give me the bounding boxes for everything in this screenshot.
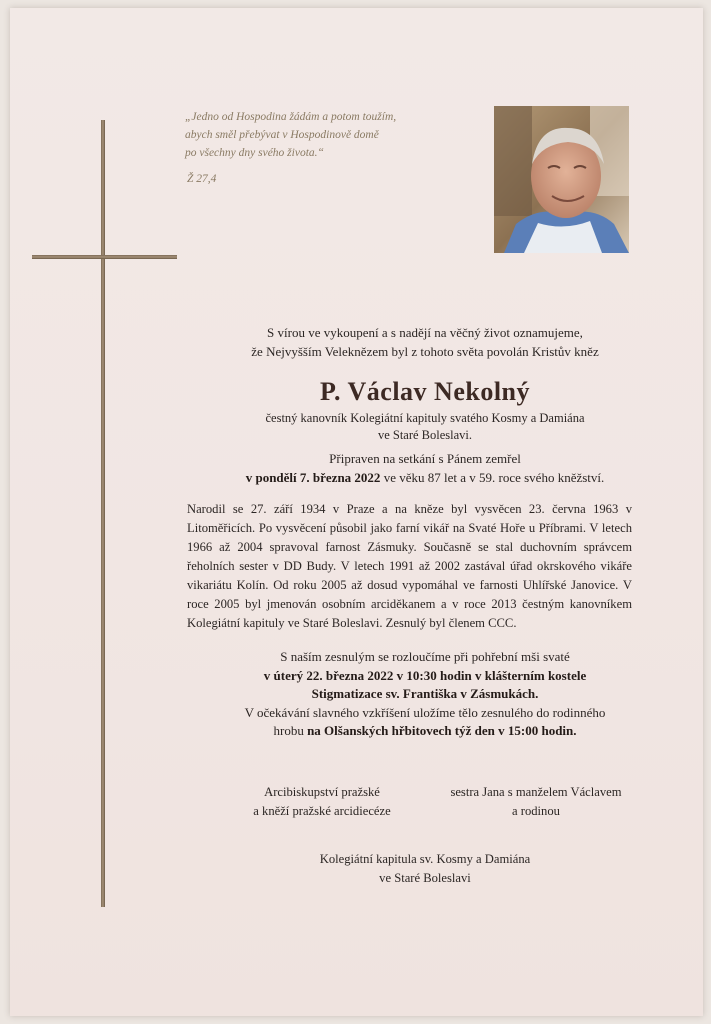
death-line: Připraven na setkání s Pánem zemřel <box>329 451 521 466</box>
signatory-chapter <box>245 850 605 888</box>
quote-line: abych směl přebývat v Hospodinově domě <box>185 129 379 141</box>
funeral-line: S naším zesnulým se rozloučíme při pohřební mši svaté <box>280 649 570 664</box>
cross-vertical-bar <box>101 120 105 907</box>
deceased-name: P. Václav Nekolný <box>319 377 531 406</box>
title-line: ve Staré Boleslavi. <box>377 428 473 442</box>
burial-line <box>180 722 670 741</box>
signatory-line: a rodinou <box>512 804 560 818</box>
signatory-line: Arcibiskupství pražské <box>264 785 380 799</box>
portrait-image <box>494 106 629 253</box>
death-date-line <box>180 468 670 487</box>
signatory-line: a kněží pražské arcidiecéze <box>253 804 391 818</box>
death-date: v pondělí 7. března 2022 <box>245 470 381 485</box>
intro-line: S vírou ve vykoupení a s nadějí na věčný život oznamujeme, <box>267 325 583 340</box>
deceased-title <box>180 410 670 444</box>
biography: Narodil se 27. září 1934 v Praze a na kněze byl vysvěcen 23. června 1963 v Litoměřicích. Po vysvěcení působil jako farní vikář na Svaté Hoře u Příbrami. V letech 1966 až 2004 spravoval farnost Zásmuky. Současně se stal duchovním správcem řeholních sester v DD Budy. V letech 1991 až 2002 zastával úřad okrskového vikáře vikariátu Kolín. Od roku 2005 až dosud vypomáhal ve farnosti Uhlířské Janovice. V roce 2005 byl jmenován osobním arciděkanem a v roce 2013 čestným kanovníkem Kolegiátní kapituly ve Staré Boleslavi. Zesnulý byl členem CCC. <box>187 502 632 630</box>
funeral-line: V očekávání slavného vzkříšení uložíme tělo zesnulého do rodinného <box>244 704 606 720</box>
quote-line: po všechny dny svého života.“ <box>185 147 324 159</box>
burial-prefix: hrobu <box>273 723 308 738</box>
bible-quote <box>185 108 475 162</box>
quote-line: „Jedno od Hospodina žádám a potom toužím, <box>185 111 397 123</box>
cross-horizontal-bar <box>32 255 177 259</box>
intro-line: že Nejvyšším Veleknězem byl z tohoto světa povolán Kristův kněz <box>251 344 599 359</box>
title-line: čestný kanovník Kolegiátní kapituly svatého Kosmy a Damiána <box>265 411 585 425</box>
burial-place: na Olšanských hřbitovech týž den v 15:00 hodin. <box>307 723 577 738</box>
signatory-archdiocese <box>232 783 412 821</box>
portrait-photo <box>494 106 629 253</box>
signatory-line: sestra Jana s manželem Václavem <box>450 785 622 799</box>
signatory-line: Kolegiátní kapitula sv. Kosmy a Damiána <box>319 852 531 866</box>
death-age: ve věku 87 let a v 59. roce svého kněžství. <box>380 470 605 485</box>
signatory-family <box>426 783 646 821</box>
funeral-church: Stigmatizace sv. Františka v Zásmukách. <box>311 686 539 701</box>
quote-reference: Ž 27,4 <box>187 173 217 185</box>
death-notice <box>180 449 670 487</box>
funeral-date: v úterý 22. března 2022 v 10:30 hodin v klášterním kostele <box>263 667 587 683</box>
intro-text <box>180 323 670 361</box>
signatory-line: ve Staré Boleslavi <box>379 871 471 885</box>
funeral-info <box>180 648 670 741</box>
